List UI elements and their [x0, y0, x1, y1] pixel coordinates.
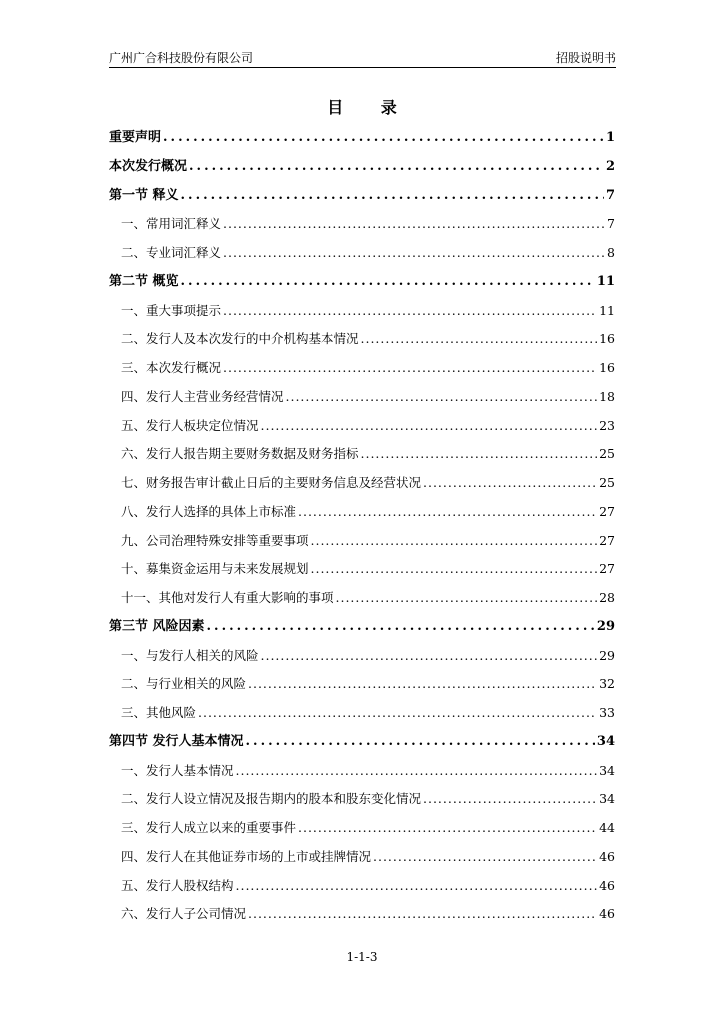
toc-leader-dots — [336, 584, 598, 613]
toc-entry-page: 27 — [599, 532, 615, 548]
toc-entry-page: 34 — [596, 733, 615, 749]
toc-entry-page: 18 — [599, 388, 615, 404]
toc-entry-page: 7 — [605, 187, 615, 203]
toc-leader-dots — [373, 843, 597, 872]
toc-leader-dots — [198, 699, 597, 728]
toc-entry-page: 46 — [599, 877, 615, 893]
toc-entry-label: 重要声明 — [109, 130, 162, 145]
toc-section-entry[interactable] — [109, 124, 615, 153]
toc-entry-label: 第三节 风险因素 — [109, 618, 205, 634]
table-of-contents — [109, 124, 615, 929]
toc-subsection-entry[interactable] — [109, 527, 615, 556]
toc-section-entry[interactable] — [109, 268, 615, 297]
toc-subsection-entry[interactable] — [109, 325, 615, 354]
toc-entry-label: 第一节 释义 — [109, 187, 179, 203]
toc-entry-label: 五、发行人板块定位情况 — [121, 417, 259, 433]
toc-subsection-entry[interactable] — [109, 699, 615, 728]
toc-entry-page: 23 — [599, 417, 615, 433]
toc-leader-dots — [236, 872, 598, 901]
toc-subsection-entry[interactable] — [109, 670, 615, 699]
toc-subsection-entry[interactable] — [109, 785, 615, 814]
toc-subsection-entry[interactable] — [109, 900, 615, 929]
toc-entry-label: 本次发行概况 — [109, 158, 188, 174]
toc-entry-page: 11 — [599, 302, 615, 318]
toc-subsection-entry[interactable] — [109, 872, 615, 901]
toc-entry-label: 第四节 发行人基本情况 — [109, 733, 244, 749]
toc-entry-label: 二、专业词汇释义 — [121, 245, 222, 260]
toc-leader-dots — [223, 297, 597, 326]
toc-leader-dots — [248, 670, 597, 699]
toc-leader-dots — [246, 728, 595, 757]
toc-section-entry[interactable] — [109, 613, 615, 642]
toc-leader-dots — [423, 469, 597, 498]
toc-entry-label: 一、发行人基本情况 — [121, 762, 234, 778]
toc-leader-dots — [361, 325, 598, 354]
toc-subsection-entry[interactable] — [109, 642, 615, 671]
toc-entry-label: 三、其他风险 — [121, 705, 197, 720]
toc-entry-page: 29 — [596, 618, 615, 634]
toc-entry-label: 一、常用词汇释义 — [121, 216, 222, 232]
page-number: 1-1-3 — [346, 950, 378, 964]
toc-entry-label: 五、发行人股权结构 — [121, 877, 234, 893]
toc-subsection-entry[interactable] — [109, 814, 615, 843]
toc-entry-label: 二、与行业相关的风险 — [121, 676, 247, 692]
toc-leader-dots — [207, 613, 595, 642]
toc-leader-dots — [189, 153, 604, 182]
toc-leader-dots — [236, 757, 598, 786]
toc-entry-page: 2 — [605, 158, 615, 174]
toc-entry-page: 25 — [599, 446, 615, 462]
document-type: 招股说明书 — [555, 51, 616, 65]
toc-subsection-entry[interactable] — [109, 757, 615, 786]
toc-entry-page: 33 — [599, 705, 615, 720]
toc-entry-label: 二、发行人设立情况及报告期内的股本和股东变化情况 — [121, 791, 422, 807]
page-title: 目 录 — [327, 98, 413, 117]
toc-section-entry[interactable] — [109, 182, 615, 211]
toc-leader-dots — [163, 124, 604, 153]
toc-entry-page: 8 — [607, 245, 615, 260]
toc-entry-label: 一、重大事项提示 — [121, 302, 222, 318]
toc-entry-page: 27 — [599, 561, 615, 577]
toc-leader-dots — [223, 354, 597, 383]
toc-entry-page: 34 — [599, 762, 615, 778]
toc-entry-page: 28 — [599, 590, 615, 605]
toc-subsection-entry[interactable] — [109, 498, 615, 527]
toc-entry-label: 一、与发行人相关的风险 — [121, 647, 259, 663]
toc-entry-label: 十一、其他对发行人有重大影响的事项 — [121, 590, 334, 605]
toc-entry-label: 三、发行人成立以来的重要事件 — [121, 820, 297, 835]
toc-entry-label: 十、募集资金运用与未来发展规划 — [121, 561, 309, 577]
toc-subsection-entry[interactable] — [109, 297, 615, 326]
toc-section-entry[interactable] — [109, 153, 615, 182]
toc-leader-dots — [181, 182, 604, 211]
toc-entry-label: 四、发行人主营业务经营情况 — [121, 388, 284, 404]
toc-leader-dots — [223, 239, 605, 268]
toc-entry-label: 二、发行人及本次发行的中介机构基本情况 — [121, 331, 359, 347]
toc-subsection-entry[interactable] — [109, 469, 615, 498]
toc-leader-dots — [286, 383, 598, 412]
toc-entry-label: 八、发行人选择的具体上市标准 — [121, 503, 297, 519]
toc-section-entry[interactable] — [109, 728, 615, 757]
toc-entry-label: 九、公司治理特殊安排等重要事项 — [121, 532, 309, 548]
toc-entry-page: 32 — [599, 676, 615, 692]
toc-subsection-entry[interactable] — [109, 584, 615, 613]
toc-leader-dots — [311, 527, 598, 556]
toc-subsection-entry[interactable] — [109, 440, 615, 469]
toc-leader-dots — [181, 268, 595, 297]
toc-entry-page: 11 — [596, 273, 615, 289]
toc-entry-page: 29 — [599, 647, 615, 663]
toc-leader-dots — [248, 900, 597, 929]
toc-entry-page: 27 — [599, 503, 615, 519]
toc-entry-page: 16 — [599, 331, 615, 347]
toc-entry-page: 25 — [599, 475, 615, 490]
company-name: 广州广合科技股份有限公司 — [109, 51, 254, 65]
toc-entry-label: 六、发行人报告期主要财务数据及财务指标 — [121, 446, 359, 462]
toc-subsection-entry[interactable] — [109, 354, 615, 383]
toc-entry-page: 46 — [599, 848, 615, 864]
toc-leader-dots — [298, 498, 597, 527]
toc-leader-dots — [311, 555, 598, 584]
toc-leader-dots — [261, 642, 598, 671]
toc-leader-dots — [223, 210, 605, 239]
toc-entry-label: 三、本次发行概况 — [121, 360, 222, 375]
toc-leader-dots — [361, 440, 598, 469]
page-header — [109, 49, 616, 68]
toc-leader-dots — [261, 412, 598, 441]
toc-subsection-entry[interactable] — [109, 383, 615, 412]
toc-subsection-entry[interactable] — [109, 239, 615, 268]
toc-entry-page: 7 — [607, 216, 615, 232]
toc-entry-page: 16 — [599, 360, 615, 375]
toc-leader-dots — [298, 814, 597, 843]
toc-entry-label: 六、发行人子公司情况 — [121, 906, 247, 922]
toc-entry-label: 四、发行人在其他证券市场的上市或挂牌情况 — [121, 848, 372, 864]
toc-leader-dots — [423, 785, 597, 814]
toc-entry-page: 1 — [605, 130, 615, 145]
toc-subsection-entry[interactable] — [109, 843, 615, 872]
toc-entry-label: 七、财务报告审计截止日后的主要财务信息及经营状况 — [121, 475, 422, 490]
toc-entry-page: 44 — [599, 820, 615, 835]
toc-subsection-entry[interactable] — [109, 210, 615, 239]
toc-entry-label: 第二节 概览 — [109, 273, 179, 289]
toc-entry-page: 34 — [599, 791, 615, 807]
toc-subsection-entry[interactable] — [109, 555, 615, 584]
toc-subsection-entry[interactable] — [109, 412, 615, 441]
toc-entry-page: 46 — [599, 906, 615, 922]
